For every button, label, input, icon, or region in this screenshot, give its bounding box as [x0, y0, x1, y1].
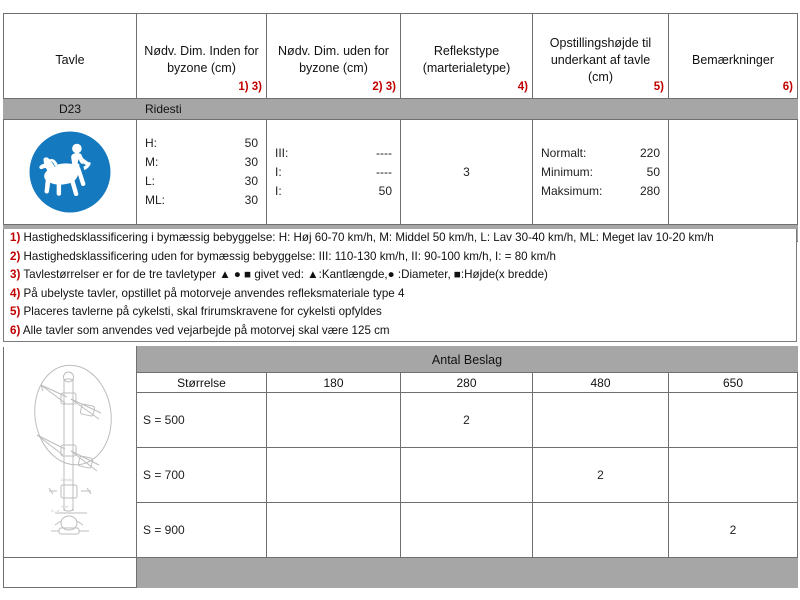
sign-specification-table — [3, 13, 798, 242]
beslag-header-480: 480 — [533, 373, 669, 393]
list-item — [275, 144, 392, 163]
bottom-blank-cell — [4, 558, 137, 588]
mounting-height-cell — [533, 120, 669, 225]
header-line: Opstillingshøjde til — [549, 35, 652, 50]
list-item — [145, 153, 258, 172]
dim-value: 30 — [244, 155, 258, 169]
column-header-tavle — [4, 14, 137, 99]
svg-text:Detalje: Detalje — [61, 476, 74, 482]
horse-rider-sign-icon — [4, 126, 136, 218]
height-value: 220 — [639, 145, 660, 160]
dim-label: III: — [275, 145, 289, 160]
inside-byzone-cell — [137, 120, 267, 225]
header-line: byzone (cm) — [299, 61, 368, 75]
list-item — [145, 172, 258, 191]
beslag-count — [401, 503, 533, 558]
list-item — [541, 182, 660, 201]
bottom-gray-row — [4, 558, 798, 588]
dim-value: 50 — [378, 183, 392, 198]
dim-value: 30 — [244, 193, 258, 207]
beslag-count: 2 — [669, 503, 798, 558]
column-header-mounting-height — [533, 14, 669, 99]
list-item — [541, 163, 660, 182]
antal-beslag-title: Antal Beslag — [137, 347, 798, 373]
footnote-text: På ubelyste tavler, opstillet på motorveje anvendes refleksmateriale type 4 — [20, 286, 405, 300]
beslag-size-label: S = 900 — [137, 503, 267, 558]
list-item — [275, 163, 392, 182]
footnote-text: Tavlestørrelser er for de tre tavletyper ▲ ● ■ givet ved: ▲:Kantlængde,● :Diameter, ■:Højde(x bredde) — [20, 268, 548, 282]
list-item — [541, 144, 660, 163]
inside-byzone-list — [137, 134, 266, 210]
list-item — [145, 134, 258, 153]
sign-bracket-assembly-drawing-icon — [4, 357, 136, 548]
beslag-header-280: 280 — [401, 373, 533, 393]
beslag-count: 2 — [401, 393, 533, 448]
svg-text:Snit: Snit — [61, 503, 68, 509]
beslag-count — [267, 503, 401, 558]
column-header-inside-byzone — [137, 14, 267, 99]
list-item — [145, 191, 258, 210]
footnote-number: 3) — [10, 268, 21, 282]
footnote-2 — [4, 248, 796, 267]
header-line: Nødv. Dim. uden for — [278, 44, 389, 58]
beslag-count — [533, 393, 669, 448]
beslag-count — [533, 503, 669, 558]
sign-image-cell — [4, 120, 137, 225]
footnote-number: 6) — [10, 323, 21, 337]
column-header-reflex-type — [401, 14, 533, 99]
dim-label: L: — [145, 174, 156, 188]
header-line: Bemærkninger — [692, 52, 774, 67]
table-header-row — [4, 14, 798, 99]
height-label: Minimum: — [541, 164, 594, 179]
footnote-number: 5) — [10, 305, 21, 319]
footnote-text: Alle tavler som anvendes ved vejarbejde på motorvej skal være 125 cm — [20, 323, 390, 337]
beslag-count — [267, 448, 401, 503]
height-label: Maksimum: — [541, 183, 603, 198]
sign-code: D23 — [4, 99, 137, 120]
sign-name: Ridesti — [137, 99, 798, 120]
dim-label: I: — [275, 164, 282, 179]
beslag-count — [267, 393, 401, 448]
height-value: 280 — [639, 183, 660, 198]
header-line: Tavle — [55, 52, 85, 67]
footnote-ref: 6) — [782, 81, 793, 93]
column-header-outside-byzone — [267, 14, 401, 99]
beslag-count: 2 — [533, 448, 669, 503]
header-line: Nødv. Dim. Inden for — [144, 44, 259, 58]
footnote-text: Hastighedsklassificering uden for bymæssig bebyggelse: III: 110-130 km/h, II: 90-100 km/h, I: = 80 km/h — [20, 249, 556, 263]
list-item — [275, 182, 392, 201]
remarks-value — [669, 120, 798, 225]
footnote-ref: 1) 3) — [238, 81, 262, 93]
beslag-count — [669, 393, 798, 448]
footnote-1 — [4, 229, 796, 248]
dim-value: ---- — [376, 145, 392, 160]
footnotes-block — [3, 229, 797, 342]
header-line: Reflekstype — [433, 44, 500, 58]
footnote-ref: 4) — [517, 81, 528, 93]
footnote-4 — [4, 285, 796, 304]
mounting-height-list — [533, 144, 668, 201]
column-header-remarks — [669, 14, 798, 99]
dim-value: 30 — [244, 174, 258, 188]
footnote-6 — [4, 322, 796, 341]
sign-title-row — [4, 99, 798, 120]
footnote-number: 2) — [10, 249, 21, 263]
dim-value: 50 — [244, 136, 258, 150]
footnote-text: Hastighedsklassificering i bymæssig bebyggelse: H: Høj 60-70 km/h, M: Middel 50 km/h, L: Lav 30-40 km/h, ML: Meget lav 10-20 km/h — [20, 231, 714, 244]
beslag-size-label: S = 700 — [137, 448, 267, 503]
footnote-ref: 2) 3) — [372, 81, 396, 93]
beslag-title-row — [4, 347, 798, 373]
beslag-header-180: 180 — [267, 373, 401, 393]
bracket-drawing-cell — [4, 347, 137, 558]
beslag-header-650: 650 — [669, 373, 798, 393]
outside-byzone-list — [267, 144, 400, 201]
header-line: underkant af tavle (cm) — [550, 52, 651, 84]
svg-text:A - A: A - A — [51, 507, 60, 513]
footnote-5 — [4, 303, 796, 322]
dim-label: ML: — [145, 193, 166, 207]
beslag-header-storrelse: Størrelse — [137, 373, 267, 393]
header-line: (marterialetype) — [422, 61, 511, 75]
header-line: byzone (cm) — [167, 61, 236, 75]
beslag-count — [401, 448, 533, 503]
dim-value: ---- — [376, 164, 392, 179]
reflex-type-value: 3 — [401, 120, 533, 225]
dim-label: M: — [145, 155, 159, 169]
footnote-3 — [4, 266, 796, 285]
height-label: Normalt: — [541, 145, 587, 160]
footnote-number: 4) — [10, 286, 21, 300]
antal-beslag-table — [3, 346, 798, 588]
beslag-count — [669, 448, 798, 503]
outside-byzone-cell — [267, 120, 401, 225]
table-row — [4, 120, 798, 225]
dim-label: I: — [275, 183, 282, 198]
dim-label: H: — [145, 136, 157, 150]
footnote-text: Placeres tavlerne på cykelsti, skal frirumskravene for cykelsti opfyldes — [20, 305, 382, 319]
beslag-size-label: S = 500 — [137, 393, 267, 448]
height-value: 50 — [646, 164, 660, 179]
footnote-number: 1) — [10, 231, 21, 244]
footnote-ref: 5) — [653, 81, 664, 93]
bottom-gray-band — [137, 558, 798, 588]
